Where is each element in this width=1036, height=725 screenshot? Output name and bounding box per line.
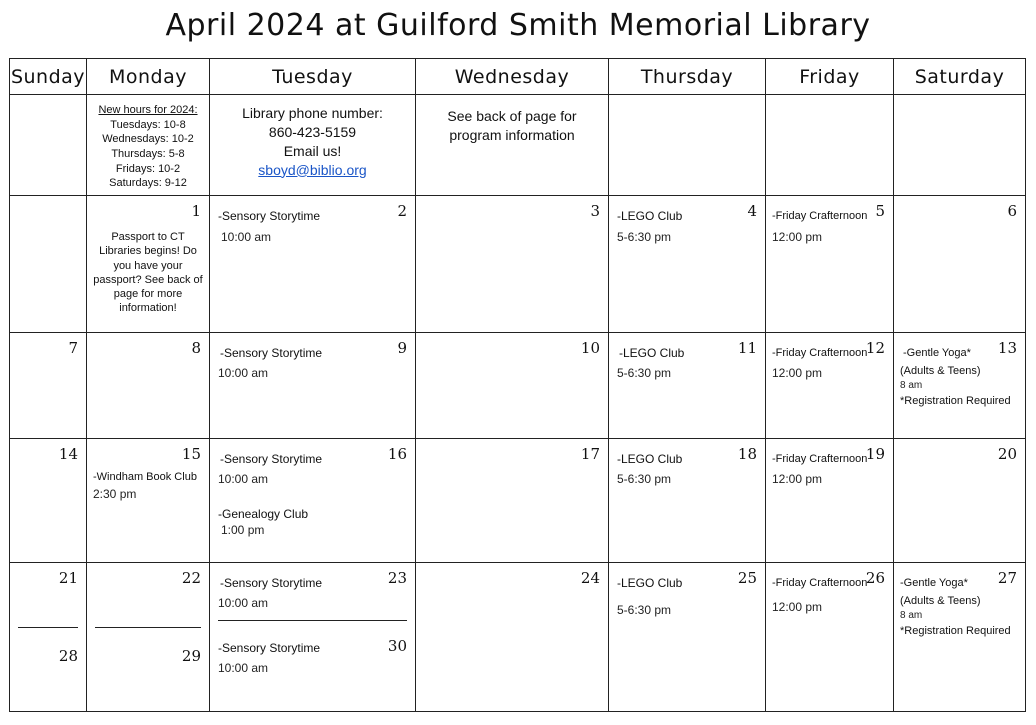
day-number: 4 — [747, 202, 757, 220]
cell-hours — [87, 95, 210, 196]
day-number: 28 — [58, 647, 78, 665]
day-cell — [416, 563, 609, 712]
event-time: 5-6:30 pm — [617, 472, 672, 486]
cell-empty — [766, 95, 894, 196]
day-number: 1 — [191, 202, 201, 220]
event-audience: (Adults & Teens) — [900, 595, 981, 607]
day-cell — [210, 333, 416, 439]
split-divider — [18, 627, 78, 628]
event-title: -Sensory Storytime — [220, 452, 323, 466]
event-audience: (Adults & Teens) — [900, 365, 981, 377]
day-cell — [10, 333, 87, 439]
day-number: 5 — [875, 202, 885, 220]
day-number: 26 — [865, 569, 885, 587]
day-header-tuesday: Tuesday — [210, 59, 416, 95]
week-row — [10, 563, 1026, 712]
cell-empty — [894, 95, 1026, 196]
event-title: -Sensory Storytime — [218, 641, 321, 655]
day-cell — [894, 333, 1026, 439]
day-cell — [766, 439, 894, 563]
day-cell — [609, 439, 766, 563]
day-number: 20 — [997, 445, 1017, 463]
day-cell-split — [10, 563, 87, 712]
event-time: 10:00 am — [218, 596, 269, 610]
hours-heading: New hours for 2024: — [98, 104, 198, 116]
event-time: 12:00 pm — [772, 472, 823, 486]
event-time: 8 am — [900, 380, 923, 391]
event-title: -LEGO Club — [617, 452, 683, 466]
day-number: 10 — [580, 339, 600, 357]
day-number: 9 — [397, 339, 407, 357]
page-title: April 2024 at Guilford Smith Memorial Library — [165, 8, 871, 43]
day-header-sunday: Sunday — [10, 59, 87, 95]
day-number: 2 — [397, 202, 407, 220]
split-divider — [95, 627, 201, 628]
hours-line: Saturdays: 9-12 — [109, 177, 187, 190]
event-time: 8 am — [900, 610, 923, 621]
day-number: 14 — [58, 445, 78, 463]
phone-label: Library phone number: — [242, 105, 383, 121]
event-time: 2:30 pm — [93, 487, 137, 501]
week-row — [10, 439, 1026, 563]
day-number: 7 — [68, 339, 78, 357]
calendar-grid — [9, 58, 1026, 712]
day-cell — [87, 196, 210, 333]
hours-line: Tuesdays: 10-8 — [110, 118, 186, 131]
day-cell — [10, 196, 87, 333]
event-time: 12:00 pm — [772, 600, 823, 614]
day-cell — [766, 196, 894, 333]
day-cell — [416, 439, 609, 563]
event-time: 5-6:30 pm — [617, 603, 672, 617]
day-cell — [10, 439, 87, 563]
event-time: 1:00 pm — [221, 523, 265, 537]
day-cell — [416, 333, 609, 439]
day-number: 27 — [997, 569, 1017, 587]
day-number: 17 — [580, 445, 600, 463]
day-cell — [766, 563, 894, 712]
day-cell — [87, 439, 210, 563]
day-cell — [609, 333, 766, 439]
cell-empty — [10, 95, 87, 196]
day-cell — [210, 439, 416, 563]
hours-line: Wednesdays: 10-2 — [102, 133, 194, 146]
day-number: 23 — [387, 569, 407, 587]
cell-empty — [609, 95, 766, 196]
event-title: -LEGO Club — [617, 209, 683, 223]
passport-note: Passport to CT Libraries begins! Do you have your passport? See back of page for more information! — [93, 231, 203, 315]
event-title: -Friday Crafternoon — [772, 577, 868, 589]
day-cell — [894, 196, 1026, 333]
phone-number: 860-423-5159 — [268, 123, 357, 140]
day-cell-split — [210, 563, 416, 712]
event-time: 10:00 am — [221, 230, 272, 244]
day-number: 21 — [58, 569, 78, 587]
day-header-monday: Monday — [87, 59, 210, 95]
day-number: 6 — [1007, 202, 1017, 220]
event-title: -Gentle Yoga* — [900, 577, 968, 589]
day-number: 22 — [181, 569, 201, 587]
registration-note: *Registration Required — [900, 395, 1011, 407]
day-header-row — [10, 59, 1026, 95]
day-cell — [609, 196, 766, 333]
day-number: 3 — [590, 202, 600, 220]
event-title: -LEGO Club — [617, 576, 683, 590]
event-time: 12:00 pm — [772, 366, 823, 380]
event-time: 10:00 am — [218, 661, 269, 675]
day-number: 12 — [865, 339, 885, 357]
day-header-saturday: Saturday — [894, 59, 1026, 95]
registration-note: *Registration Required — [900, 625, 1011, 637]
event-title: -Sensory Storytime — [220, 576, 323, 590]
day-header-thursday: Thursday — [609, 59, 766, 95]
day-number: 25 — [737, 569, 757, 587]
split-divider — [218, 620, 407, 621]
hours-line: Fridays: 10-2 — [115, 162, 181, 175]
day-number: 29 — [181, 647, 201, 665]
event-title: -Sensory Storytime — [218, 209, 321, 223]
day-number: 16 — [387, 445, 407, 463]
day-number: 30 — [387, 637, 407, 655]
email-link[interactable]: sboyd@biblio.org — [258, 161, 367, 178]
day-number: 15 — [181, 445, 201, 463]
event-time: 10:00 am — [218, 472, 269, 486]
day-header-friday: Friday — [766, 59, 894, 95]
day-number: 19 — [865, 445, 885, 463]
event-title: -Friday Crafternoon — [772, 453, 868, 465]
day-number: 24 — [580, 569, 600, 587]
day-number: 13 — [997, 339, 1017, 357]
week-row-info — [10, 95, 1026, 196]
day-cell — [894, 563, 1026, 712]
day-cell-split — [87, 563, 210, 712]
day-number: 11 — [737, 339, 757, 357]
event-time: 10:00 am — [218, 366, 269, 380]
event-title: -Genealogy Club — [218, 507, 309, 521]
contact-block — [210, 104, 415, 180]
event-title: -Sensory Storytime — [220, 346, 323, 360]
week-row — [10, 333, 1026, 439]
day-header-wednesday: Wednesday — [416, 59, 609, 95]
event-title: -Friday Crafternoon — [772, 210, 868, 222]
cell-back-info — [416, 95, 609, 196]
event-title: -Friday Crafternoon — [772, 347, 868, 359]
day-cell — [894, 439, 1026, 563]
hours-line: Thursdays: 5-8 — [111, 147, 185, 160]
event-time: 12:00 pm — [772, 230, 823, 244]
cell-contact — [210, 95, 416, 196]
day-number: 18 — [737, 445, 757, 463]
event-time: 5-6:30 pm — [617, 230, 672, 244]
day-number: 8 — [191, 339, 201, 357]
event-title: -Gentle Yoga* — [903, 347, 971, 359]
email-label: Email us! — [283, 142, 342, 159]
day-cell — [609, 563, 766, 712]
event-time: 5-6:30 pm — [617, 366, 672, 380]
day-cell — [87, 333, 210, 439]
day-cell — [210, 196, 416, 333]
hours-block — [89, 103, 207, 191]
back-info-text: See back of page for program information — [447, 108, 577, 143]
day-cell — [416, 196, 609, 333]
day-cell — [766, 333, 894, 439]
week-row — [10, 196, 1026, 333]
event-title: -Windham Book Club — [93, 471, 197, 483]
event-title: -LEGO Club — [619, 346, 685, 360]
